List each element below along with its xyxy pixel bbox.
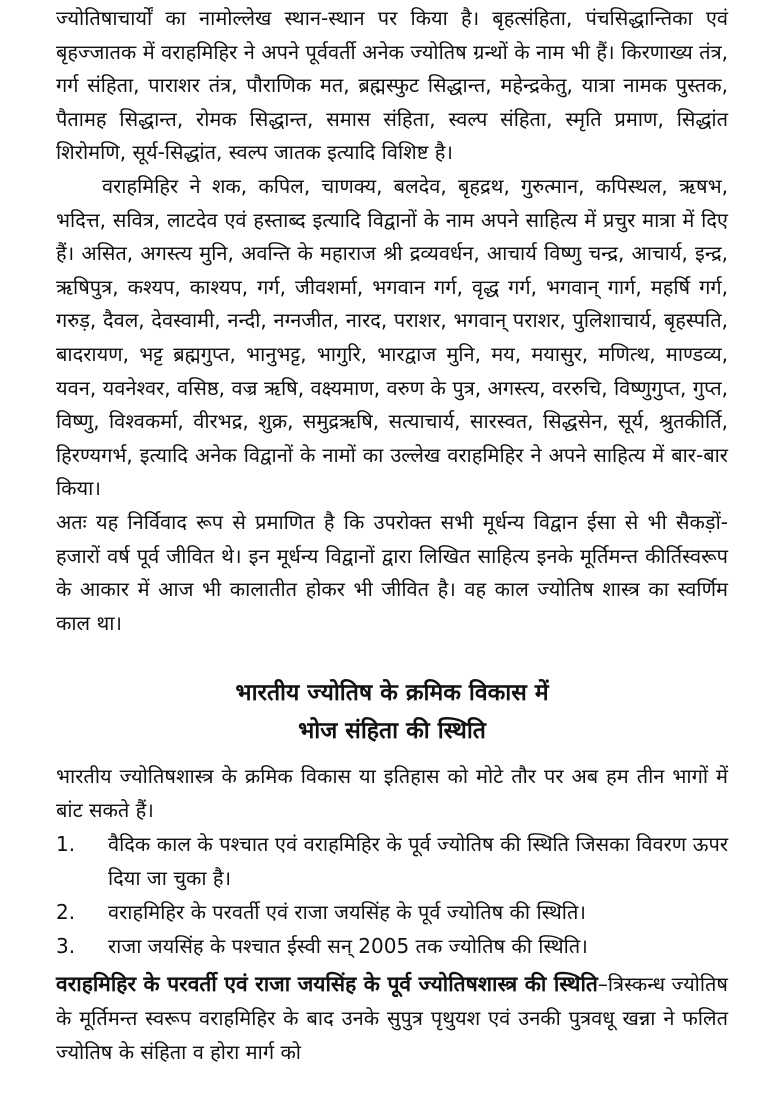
intro-paragraph: भारतीय ज्योतिषशास्त्र के क्रमिक विकास या इतिहास को मोटे तौर पर अब हम तीन भागों में बांट सकते हैं। bbox=[56, 764, 728, 822]
paragraph-2: वराहमिहिर ने शक, कपिल, चाणक्य, बलदेव, बृहद्रथ, गुरुत्मान, कपिस्थल, ऋषभ, भदित्त, सवित्र, लाटदेव एवं हस्ताब्द इत्यादि विद्वानों के नाम अपने साहित्य में प्रचुर मात्रा में दिए हैं। असित, अगस्त्य मुनि, अवन्ति के महाराज श्री द्रव्यवर्धन, आचार्य विष्णु चन्द्र, आचार्य, इन्द्र, ऋषिपुत्र, कश्यप, काश्यप, गर्ग, जीवशर्मा, भगवान गर्ग, वृद्ध गर्ग, भगवान् गार्ग, महर्षि गर्ग, गरुड़, दैवल, देवस्वामी, नन्दी, नग्नजीत, नारद, पराशर, भगवान् पराशर, पुलिशाचार्य, बृहस्पति, बादरायण, भट्ट ब्रह्मगुप्त, भानुभट्ट, भागुरि, भारद्वाज मुनि, मय, मयासुर, मणित्थ, माण्डव्य, यवन, यवनेश्वर, वसिष्ठ, वज्र ऋषि, वक्ष्यमाण, वरुण के पुत्र, अगस्त्य, वररुचि, विष्णुगुप्त, गुप्त, विष्णु, विश्वकर्मा, वीरभद्र, शुक्र, समुद्रऋषि, सत्याचार्य, सारस्वत, सिद्धसेन, सूर्य, श्रुतकीर्ति, हिरण्यगर्भ, इत्यादि अनेक विद्वानों के नामों का उल्लेख वराहमिहिर ने अपने साहित्य में बार-बार किया। bbox=[56, 173, 728, 501]
paragraph-3: अतः यह निर्विवाद रूप से प्रमाणित है कि उपरोक्त सभी मूर्धन्य विद्वान ईसा से भी सैकड़ों-हजारों वर्ष पूर्व जीवित थे। इन मूर्धन्य विद्वानों द्वारा लिखित साहित्य इनके मूर्तिमन्त कीर्तिस्वरूप के आकार में आज भी कालातीत होकर भी जीवित है। वह काल ज्योतिष शास्त्र का स्वर्णिम काल था। bbox=[56, 509, 728, 635]
list-item-text: राजा जयसिंह के पश्चात ईस्वी सन् 2005 तक ज्योतिष की स्थिति। bbox=[108, 934, 588, 959]
final-paragraph bbox=[56, 967, 728, 1069]
final-paragraph-body: –त्रिस्कन्ध ज्योतिष के मूर्तिमन्त स्वरूप वराहमिहिर के बाद उनके सुपुत्र पृथुयश एवं उनकी पुत्रवधू खन्ना ने फलित ज्योतिष के संहिता व होरा मार्ग को bbox=[56, 972, 728, 1065]
list-item-number: 1. bbox=[56, 832, 76, 857]
list-item-number: 3. bbox=[56, 934, 76, 959]
phases-list bbox=[56, 827, 728, 963]
list-item-text: वराहमिहिर के परवर्ती एवं राजा जयसिंह के पूर्व ज्योतिष की स्थिति। bbox=[108, 900, 586, 925]
list-item-number: 2. bbox=[56, 900, 76, 925]
final-paragraph-lead: वराहमिहिर के परवर्ती एवं राजा जयसिंह के पूर्व ज्योतिषशास्त्र की स्थिति bbox=[56, 972, 598, 997]
section-heading-line-2: भोज संहिता की स्थिति bbox=[298, 718, 486, 745]
section-heading bbox=[56, 674, 728, 750]
list-item bbox=[56, 895, 728, 929]
list-item bbox=[56, 827, 728, 895]
list-item bbox=[56, 929, 728, 963]
list-item-text: वैदिक काल के पश्चात एवं वराहमिहिर के पूर्व ज्योतिष की स्थिति जिसका विवरण ऊपर दिया जा चुका है। bbox=[108, 832, 728, 891]
paragraph-1: ज्योतिषाचार्यों का नामोल्लेख स्थान-स्थान पर किया है। बृहत्संहिता, पंचसिद्धान्तिका एवं बृहज्जातक में वराहमिहिर ने अपने पूर्ववर्ती अनेक ज्योतिष ग्रन्थों के नाम भी हैं। किरणाख्य तंत्र, गर्ग संहिता, पाराशर तंत्र, पौराणिक मत, ब्रह्मस्फुट सिद्धान्त, महेन्द्रकेतु, यात्रा नामक पुस्तक, पैतामह सिद्धान्त, रोमक सिद्धान्त, समास संहिता, स्वल्प संहिता, स्मृति प्रमाण, सिद्धांत शिरोमणि, सूर्य-सिद्धांत, स्वल्प जातक इत्यादि विशिष्ट है। bbox=[56, 6, 728, 165]
section-heading-line-1: भारतीय ज्योतिष के क्रमिक विकास में bbox=[235, 680, 549, 707]
